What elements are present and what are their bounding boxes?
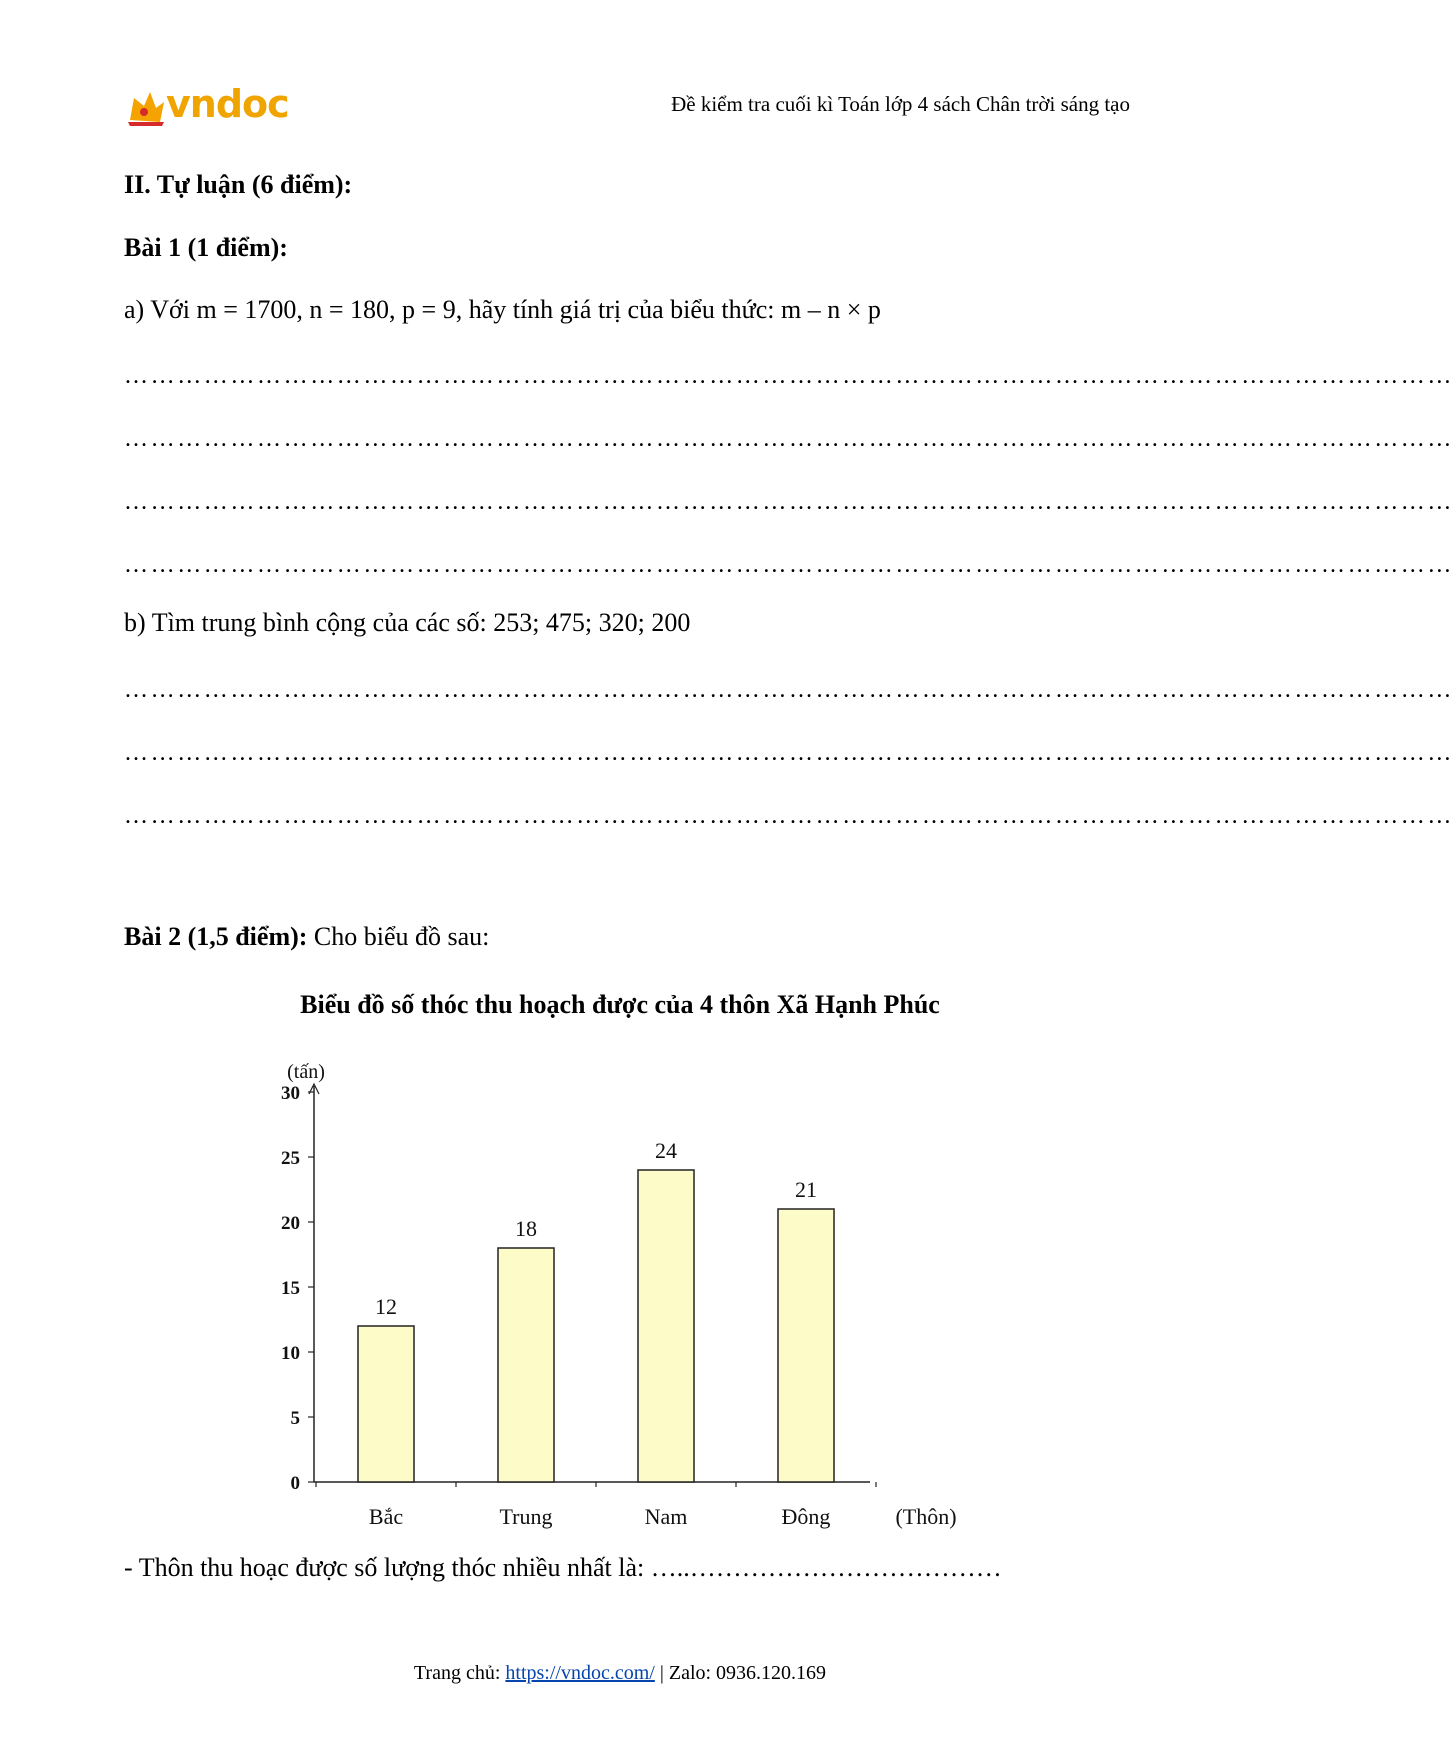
bai2-heading: Bài 2 (1,5 điểm):	[124, 922, 308, 951]
y-tick-label: 5	[290, 1408, 300, 1429]
bar-chart	[260, 1050, 980, 1529]
logo-text: vndoc	[166, 82, 289, 126]
chart-title: Biểu đồ số thóc thu hoạch được của 4 thôn Xã Hạnh Phúc	[300, 990, 940, 1019]
x-tick-label: Trung	[499, 1504, 553, 1529]
answer-line: ……………………………………………………………………………………………………………………………………	[124, 363, 1454, 389]
document-title: Đề kiểm tra cuối kì Toán lớp 4 sách Chân trời sáng tạo	[671, 92, 1130, 116]
bar	[638, 1170, 694, 1482]
y-tick-label: 15	[281, 1278, 300, 1299]
y-axis-label: (tấn)	[287, 1061, 325, 1083]
homepage-link[interactable]: https://vndoc.com/	[505, 1662, 655, 1684]
bai1-heading: Bài 1 (1 điểm):	[124, 233, 288, 262]
mascot-icon	[124, 88, 168, 128]
bai1-part-a: a) Với m = 1700, n = 180, p = 9, hãy tính giá trị của biểu thức: m – n × p	[124, 295, 881, 324]
answer-line: ……………………………………………………………………………………………………………………………………	[124, 552, 1454, 578]
bar	[358, 1326, 414, 1482]
vndoc-logo	[124, 82, 294, 132]
bar	[498, 1248, 554, 1482]
bai2-intro: Cho biểu đồ sau:	[307, 922, 490, 951]
bai1-part-b: b) Tìm trung bình cộng của các số: 253; 475; 320; 200	[124, 608, 691, 637]
y-tick-label: 30	[281, 1083, 300, 1104]
x-tick-label: Bắc	[368, 1504, 404, 1529]
bar-value-label: 12	[375, 1294, 397, 1319]
bai2-heading-line	[124, 922, 489, 952]
answer-line: ……………………………………………………………………………………………………………………………………	[124, 740, 1454, 766]
x-tick-label: Đông	[781, 1504, 831, 1529]
bai2-question: - Thôn thu hoạc được số lượng thóc nhiều nhất là: …..………………………………	[124, 1553, 1002, 1582]
bar-value-label: 21	[795, 1177, 817, 1202]
footer-prefix: Trang chủ:	[413, 1662, 506, 1684]
y-tick-label: 0	[290, 1473, 300, 1494]
y-tick-label: 20	[281, 1213, 300, 1234]
page-footer	[0, 1662, 1240, 1685]
y-tick-label: 25	[281, 1148, 300, 1169]
footer-zalo: | Zalo: 0936.120.169	[654, 1662, 827, 1684]
x-axis-label: (Thôn)	[895, 1504, 957, 1529]
answer-line: ……………………………………………………………………………………………………………………………………	[124, 803, 1454, 829]
bar-value-label: 24	[655, 1138, 677, 1163]
answer-line: ……………………………………………………………………………………………………………………………………	[124, 426, 1454, 452]
bar	[778, 1209, 834, 1482]
answer-line: ……………………………………………………………………………………………………………………………………	[124, 489, 1454, 515]
bar-value-label: 18	[515, 1216, 537, 1241]
x-tick-label: Nam	[644, 1504, 688, 1529]
section-heading: II. Tự luận (6 điểm):	[124, 170, 353, 199]
answer-line: ……………………………………………………………………………………………………………………………………	[124, 677, 1454, 703]
y-tick-label: 10	[281, 1343, 300, 1364]
